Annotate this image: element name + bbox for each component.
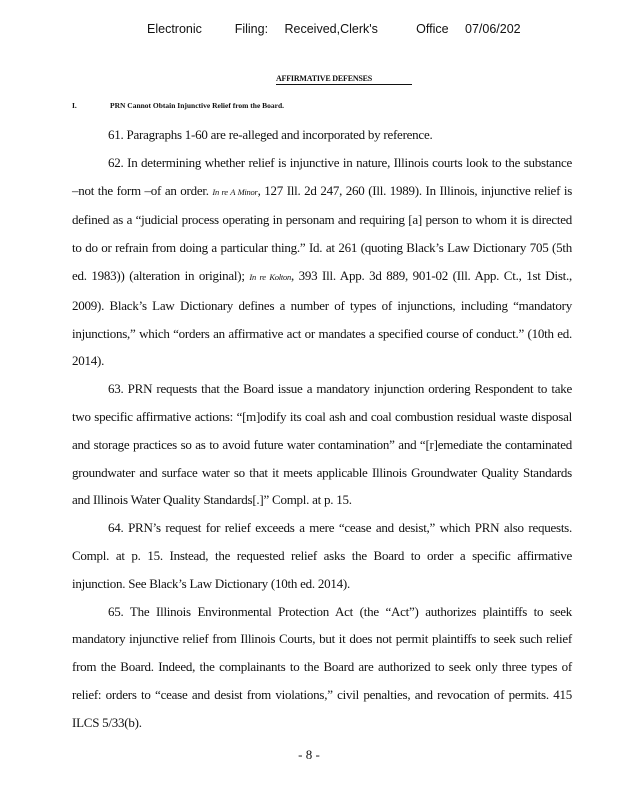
paragraph-65: 65. The Illinois Environmental Protection Act (the “Act”) authorizes plaintiffs to seek mandatory injunctive relief from Illinois Courts, but it does not permit plaintiffs to seek such relief from the Board. Indeed, the complainants to the Board are authorized to seek only three types of relief: orders to “cease and desist from violations,” civil penalties, and revocation of permits. 415 ILCS 5/33(b).	[72, 603, 572, 730]
filing-stamp-header: Electronic Filing: Received,Clerk's Office 07/06/202	[147, 22, 521, 36]
case-citation-in-re-a-minor: In re A Minor	[212, 186, 258, 197]
subsection-number: I.	[72, 101, 77, 110]
paragraph-64: 64. PRN’s request for relief exceeds a mere “cease and desist,” which PRN also requests. Compl. at p. 15. Instead, the requested relief asks the Board to order a specific affirmative injunction. See Black’s Law Dictionary (10th ed. 2014).	[72, 520, 572, 591]
paragraph-62	[72, 149, 572, 375]
case-citation-in-re-kolton: In re Kolton	[249, 271, 291, 282]
subsection-title	[72, 101, 284, 110]
page-number: - 8 -	[298, 747, 320, 762]
paragraph-63: 63. PRN requests that the Board issue a mandatory injunction ordering Respondent to take two specific affirmative actions: “[m]odify its coal ash and coal combustion residual waste disposal and storage practices so as to avoid future water contamination” and “[r]emediate the contaminated groundwater and surface water so that it meets applicable Illinois Groundwater Quality Standards and Illinois Water Quality Standards[.]” Compl. at p. 15.	[72, 381, 572, 508]
section-heading	[0, 74, 618, 83]
subsection-text: PRN Cannot Obtain Injunctive Relief from the Board.	[110, 101, 285, 110]
paragraph-62-part-2: , 127 Ill. 2d 247, 260 (Ill. 1989). In Illinois, injunctive relief is defined as a “judicial process operating in personam and requiring [a] person to whom it is directed to do or refrain from doing a particular thing.” Id. at 261 (quoting Black’s Law Dictionary 705 (5th ed. 1983)) (alteration in original);	[72, 182, 573, 283]
heading-text: AFFIRMATIVE DEFENSES	[276, 74, 412, 85]
paragraph-62-part-1: 62. In determining whether relief is injunctive in nature, Illinois courts look to the substance –not the form –of an order.	[72, 154, 572, 198]
paragraph-61: 61. Paragraphs 1-60 are re-alleged and incorporated by reference.	[108, 127, 433, 142]
document-body	[72, 121, 572, 737]
paragraph-62-part-3: , 393 Ill. App. 3d 889, 901-02 (Ill. App. Ct., 1st Dist., 2009). Black’s Law Dictionary defines a number of types of injunctions, including “mandatory injunctions,” which “orders an affirmative act or mandates a specified course of conduct.” (10th ed. 2014).	[72, 267, 572, 369]
